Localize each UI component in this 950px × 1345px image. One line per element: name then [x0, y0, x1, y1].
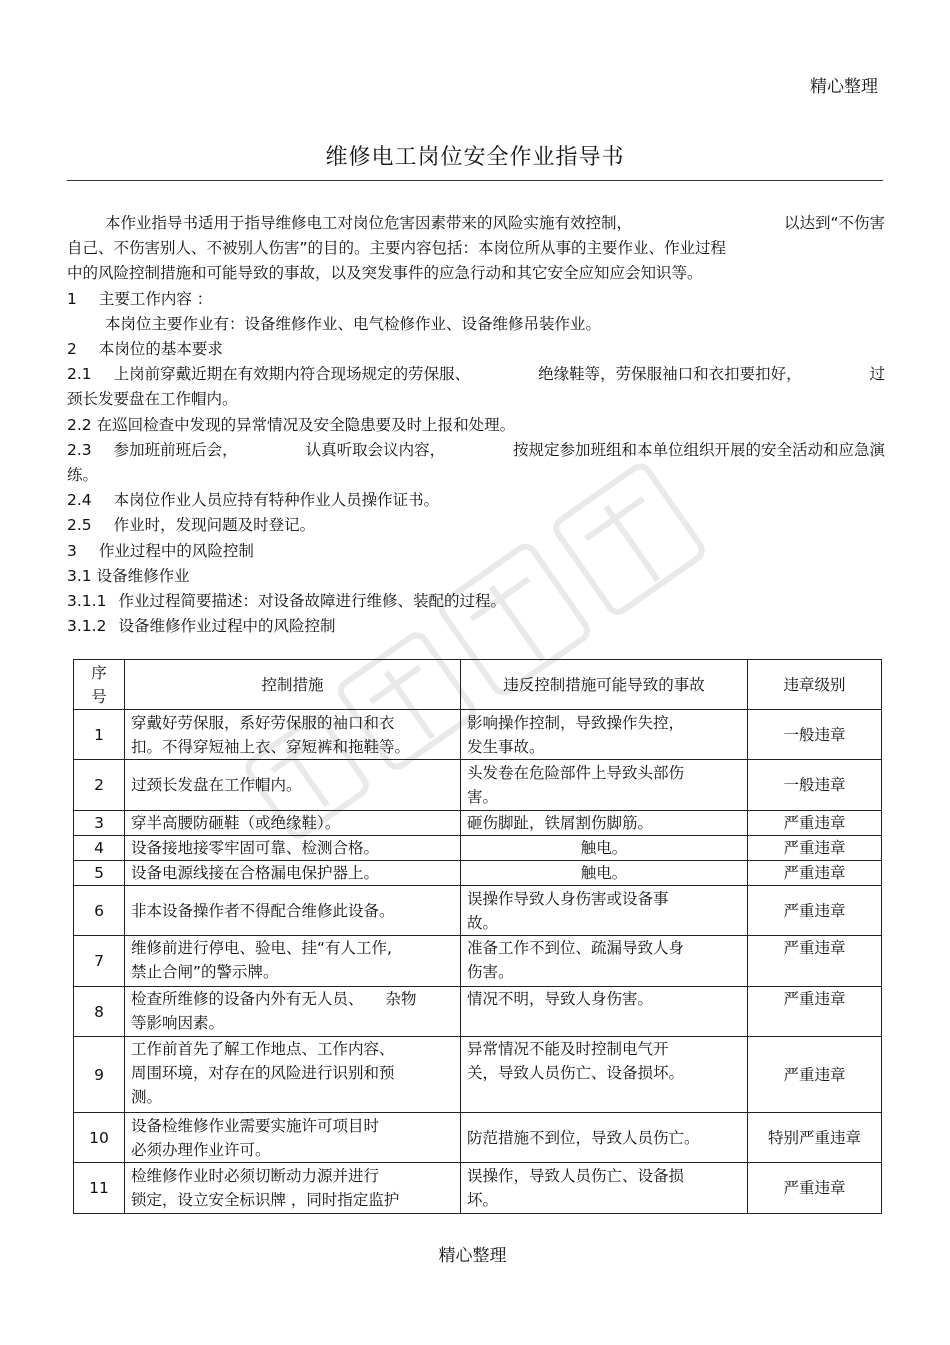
cell-measure: 非本设备操作者不得配合维修此设备。: [125, 886, 461, 936]
item-2-4-number: 2.4: [67, 491, 92, 510]
measure-line: 周围环境，对存在的风险进行识别和预: [131, 1064, 395, 1082]
cell-accident: [461, 1037, 748, 1113]
item-3-1-1-number: 3.1.1: [67, 592, 107, 611]
cell-level: 严重违章: [748, 936, 882, 987]
table-row: [74, 1163, 882, 1214]
section-2-heading: [67, 337, 885, 362]
measure-line: 扣。不得穿短袖上衣、穿短裤和拖鞋等。: [131, 737, 411, 756]
accident-line: 头发卷在危险部件上导致头部伤: [467, 764, 685, 782]
item-2-3-text-a: 参加班前班后会，: [113, 440, 238, 459]
item-2-3-number: 2.3: [67, 440, 92, 459]
table-row: [74, 936, 882, 987]
table-row: [74, 1113, 882, 1163]
item-3-1: [67, 564, 885, 589]
accident-line: 发生事故。: [467, 737, 545, 756]
accident-line: 坏。: [467, 1191, 499, 1209]
cell-measure: 设备电源线接在合格漏电保护器上。: [125, 861, 461, 886]
measure-line: 穿戴好劳保服，系好劳保服的袖口和衣: [131, 713, 395, 732]
cell-no: 10: [74, 1113, 125, 1163]
cell-accident: [461, 936, 748, 987]
section-1-heading: [67, 287, 885, 312]
cell-level: 特别严重违章: [748, 1113, 882, 1163]
accident-line: 关，导致人员伤亡、设备损坏。: [467, 1064, 685, 1082]
measure-line: 锁定，设立安全标识牌 ，同时指定监护: [131, 1191, 400, 1209]
cell-accident: [461, 1163, 748, 1214]
document-title: 维修电工岗位安全作业指导书: [325, 145, 625, 170]
cell-level: 严重违章: [748, 836, 882, 861]
item-2-1-cont: 颈长发要盘在工作帽内。: [67, 390, 238, 409]
intro-line-2: 自己、不伤害别人、不被别人伤害”的目的。主要内容包括：本岗位所从事的主要作业、作业过程: [67, 239, 727, 258]
cell-level: 严重违章: [748, 811, 882, 836]
table-row: [74, 836, 882, 861]
item-2-3-cont: 练。: [67, 466, 99, 485]
section-2-number: 2: [67, 340, 77, 359]
cell-measure: 穿半高腰防砸鞋（或绝缘鞋）。: [125, 811, 461, 836]
header-no-line-1: 序: [91, 663, 107, 682]
cell-accident: 触电。: [461, 861, 748, 886]
cell-accident: 情况不明，导致人身伤害。: [461, 987, 748, 1037]
cell-level: 一般违章: [748, 710, 882, 760]
item-2-1-text-c: 过: [869, 365, 885, 384]
accident-line: 影响操作控制，导致操作失控，: [467, 713, 685, 732]
cell-measure: 设备接地接零牢固可靠、检测合格。: [125, 836, 461, 861]
accident-line: 准备工作不到位、疏漏导致人身: [467, 939, 685, 957]
cell-no: 6: [74, 886, 125, 936]
table-row: [74, 811, 882, 836]
cell-no: 7: [74, 936, 125, 987]
cell-no: 1: [74, 710, 125, 760]
cell-accident: 砸伤脚趾，铁屑割伤脚筋。: [461, 811, 748, 836]
item-3-1-text: 设备维修作业: [96, 566, 190, 585]
cell-level: 严重违章: [748, 1163, 882, 1214]
table-row: [74, 1037, 882, 1113]
measure-line: 维修前进行停电、验电、挂“有人工作,: [131, 939, 392, 957]
measure-line: 等影响因素。: [131, 1014, 225, 1032]
item-2-1-number: 2.1: [67, 365, 92, 384]
section-1-body: 本岗位主要作业有：设备维修作业、电气检修作业、设备维修吊装作业。: [105, 314, 602, 333]
cell-no: 8: [74, 987, 125, 1037]
footer-tag: 精心整理: [438, 1246, 507, 1266]
header-tag: 精心整理: [810, 77, 878, 97]
item-3-1-2-text: 设备维修作业过程中的风险控制: [118, 617, 336, 636]
cell-measure: [125, 987, 461, 1037]
item-3-1-1: [67, 589, 885, 614]
cell-no: 3: [74, 811, 125, 836]
item-3-1-1-text: 作业过程简要描述：对设备故障进行维修、装配的过程。: [118, 592, 506, 611]
cell-measure: [125, 1037, 461, 1113]
item-2-1-text-a: 上岗前穿戴近期在有效期内符合现场规定的劳保服、: [113, 365, 471, 384]
table-row: [74, 987, 882, 1037]
item-2-5-number: 2.5: [67, 516, 92, 535]
measure-line: 必须办理作业许可。: [131, 1140, 271, 1159]
cell-no: 2: [74, 760, 125, 811]
risk-control-table: [73, 659, 882, 1214]
measure-line: 禁止合闸”的警示牌。: [131, 963, 279, 981]
item-2-5: [67, 513, 885, 538]
table-row: [74, 886, 882, 936]
item-2-2: 2.2 在巡回检查中发现的异常情况及安全隐患要及时上报和处理。: [67, 415, 516, 434]
cell-measure: [125, 710, 461, 760]
cell-no: 9: [74, 1037, 125, 1113]
item-2-3: [67, 438, 885, 463]
measure-line: 测。: [131, 1088, 163, 1106]
accident-line: 异常情况不能及时控制电气开: [467, 1040, 669, 1058]
cell-accident: [461, 886, 748, 936]
table-row: [74, 760, 882, 811]
cell-no: 4: [74, 836, 125, 861]
cell-level: 严重违章: [748, 1037, 882, 1113]
cell-measure: [125, 1113, 461, 1163]
intro-line-1b: 以达到“不伤害: [783, 214, 885, 232]
cell-accident: 触电。: [461, 836, 748, 861]
header-accident: 违反控制措施可能导致的事故: [461, 660, 748, 710]
accident-line: 故。: [467, 913, 499, 932]
measure-line: 检查所维修的设备内外有无人员、: [131, 990, 364, 1008]
table-header-row: [74, 660, 882, 710]
accident-line: 误操作，导致人员伤亡、设备损: [467, 1167, 685, 1185]
section-3-number: 3: [67, 541, 77, 560]
cell-measure: [125, 936, 461, 987]
cell-accident: [461, 760, 748, 811]
section-3-title: 作业过程中的风险控制: [98, 541, 254, 560]
item-2-4-text: 本岗位作业人员应持有特种作业人员操作证书。: [113, 491, 440, 510]
cell-level: 严重违章: [748, 861, 882, 886]
accident-line: 害。: [467, 788, 499, 806]
cell-measure: 过颈长发盘在工作帽内。: [125, 760, 461, 811]
cell-no: 5: [74, 861, 125, 886]
intro-line-1a: 本作业指导书适用于指导维修电工对岗位危害因素带来的风险实施有效控制，: [105, 214, 633, 232]
item-3-1-number: 3.1: [67, 566, 92, 585]
cell-level: 一般违章: [748, 760, 882, 811]
section-2-title: 本岗位的基本要求: [98, 340, 223, 359]
accident-line: 误操作导致人身伤害或设备事: [467, 889, 669, 908]
measure-line: 设备检维修作业需要实施许可项目时: [131, 1116, 380, 1135]
item-2-1: [67, 362, 885, 387]
item-2-5-text: 作业时，发现问题及时登记。: [113, 516, 316, 535]
section-1-number: 1: [67, 289, 77, 308]
measure-line: 工作前首先了解工作地点、工作内容、: [131, 1040, 395, 1058]
item-2-1-text-b: 绝缘鞋等，劳保服袖口和衣扣要扣好，: [538, 365, 802, 384]
cell-accident: 防范措施不到位，导致人员伤亡。: [461, 1113, 748, 1163]
body-text: [67, 211, 885, 639]
title-rule: [67, 180, 883, 181]
item-2-3-text-c: 按规定参加班组和本单位组织开展的安全活动和应急演: [512, 440, 885, 459]
cell-level: 严重违章: [748, 886, 882, 936]
measure-line: 检维修作业时必须切断动力源并进行: [131, 1167, 380, 1185]
table-row: [74, 710, 882, 760]
section-3-heading: [67, 539, 885, 564]
cell-no: 11: [74, 1163, 125, 1214]
intro-line-1: [67, 211, 885, 236]
header-no: [74, 660, 125, 710]
header-measure: 控制措施: [125, 660, 461, 710]
cell-level: 严重违章: [748, 987, 882, 1037]
intro-line-3: 中的风险控制措施和可能导致的事故，以及突发事件的应急行动和其它安全应知应会知识等。: [67, 264, 703, 283]
item-2-4: [67, 488, 885, 513]
item-3-1-2: [67, 614, 885, 639]
header-level: 违章级别: [748, 660, 882, 710]
cell-accident: [461, 710, 748, 760]
section-1-title: 主要工作内容 ：: [98, 289, 213, 308]
table-row: [74, 861, 882, 886]
cell-measure: [125, 1163, 461, 1214]
measure-line: 杂物: [385, 990, 417, 1008]
item-3-1-2-number: 3.1.2: [67, 617, 107, 636]
item-2-3-text-b: 认真听取会议内容，: [305, 440, 446, 459]
header-no-line-2: 号: [91, 687, 107, 706]
accident-line: 伤害。: [467, 963, 514, 981]
